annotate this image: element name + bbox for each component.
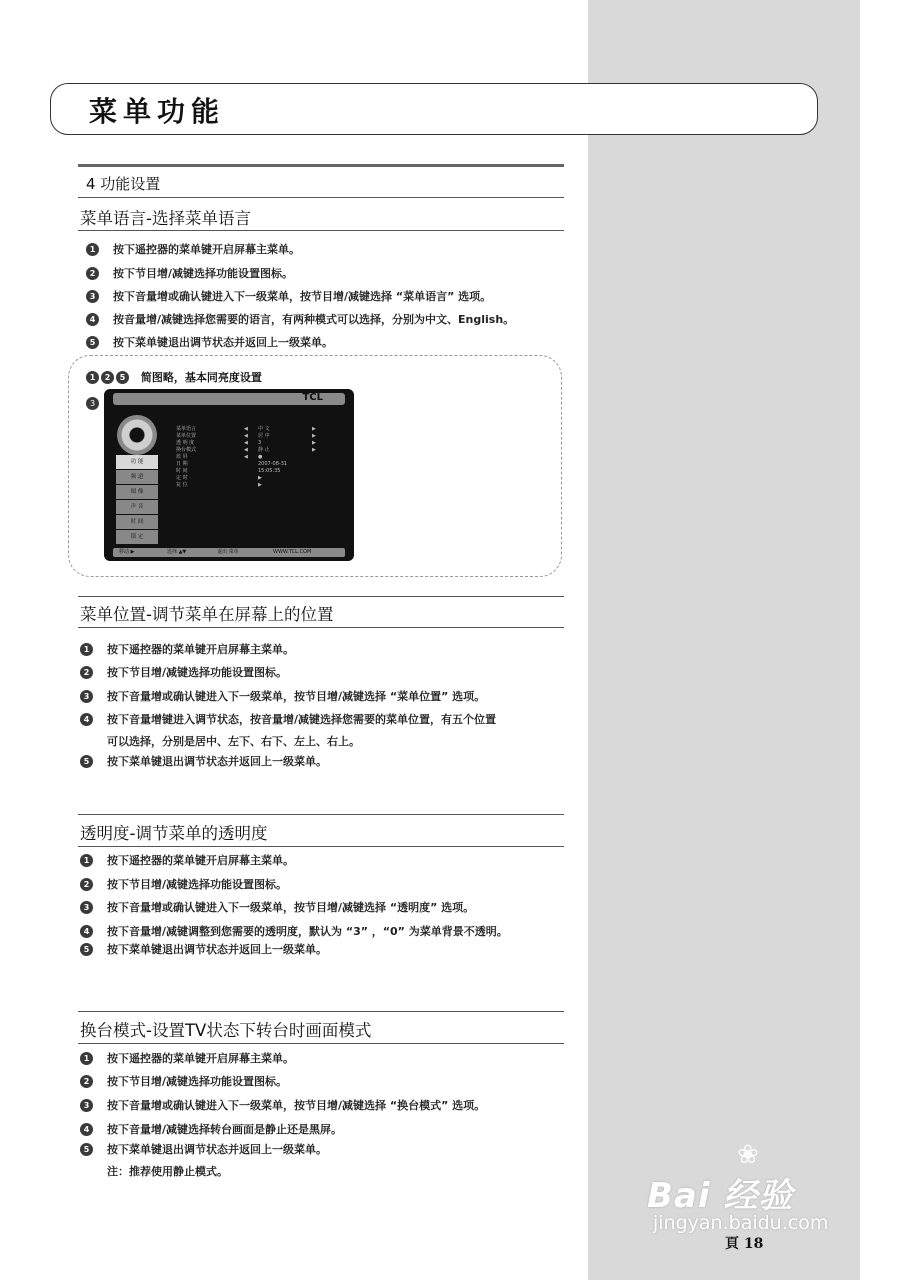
tv-bottom-bar: 移动 ▶ 选择 ▲▼ 退出 菜单 WWW.TCL.COM (113, 548, 345, 557)
tv-menu-rows (176, 426, 336, 489)
table-row: 蓝 屏 ◀ ● (176, 454, 263, 460)
list-item: 4 按下音量增键进入调节状态，按音量增/减键选择您需要的菜单位置，有五个位置 (80, 711, 496, 727)
tcl-logo: TCL (302, 392, 323, 403)
list-item: 5 按下菜单键退出调节状态并返回上一级菜单。 (80, 941, 327, 957)
divider (78, 814, 564, 815)
list-item: 2 按下节目增/减键选择功能设置图标。 (86, 265, 293, 281)
watermark-url: jingyan.baidu.com (653, 1212, 829, 1234)
page-number: 頁 18 (725, 1236, 764, 1252)
list-item: 2 按下节目增/减键选择功能设置图标。 (80, 1073, 287, 1089)
list-item: 5 按下菜单键退出调节状态并返回上一级菜单。 (80, 753, 327, 769)
note: 注：推荐使用静止模式。 (107, 1165, 228, 1178)
reference-note: 1 2 5 简图略，基本同亮度设置 (86, 369, 262, 385)
table-row: 时 间 15:05:35 (176, 468, 281, 474)
section-title-menu-language: 菜单语言-选择菜单语言 (80, 209, 251, 228)
section-title-transparency: 透明度-调节菜单的透明度 (80, 824, 268, 843)
watermark-brand: Bai 经验 (647, 1176, 794, 1216)
tab-time: 时 间 (116, 515, 158, 529)
list-item: 3 按下音量增或确认键进入下一级菜单，按节目增/减键选择 “菜单位置” 选项。 (80, 688, 485, 704)
list-item: 1 按下遥控器的菜单键开启屏幕主菜单。 (80, 852, 294, 868)
tab-picture: 图 像 (116, 485, 158, 499)
chevron-left-icon: ◀ (244, 433, 248, 439)
list-item: 可以选择，分别是居中、左下、右下、左上、右上。 (107, 735, 360, 748)
list-item: 1 按下遥控器的菜单键开启屏幕主菜单。 (80, 1050, 294, 1066)
table-row: 换台模式 ◀ 静 止 ▶ (176, 447, 316, 453)
section-title-menu-position: 菜单位置-调节菜单在屏幕上的位置 (80, 605, 334, 624)
table-row: 菜单语言 ◀ 中 文 ▶ (176, 426, 316, 432)
divider (78, 1043, 564, 1044)
gear-icon (117, 415, 157, 455)
divider (78, 197, 564, 198)
page-title: 菜单功能 (89, 95, 226, 128)
chevron-right-icon: ▶ (312, 433, 316, 439)
chevron-right-icon: ▶ (312, 426, 316, 432)
tv-menu-screenshot (104, 389, 354, 561)
list-item: 4 按下音量增/减键调整到您需要的透明度，默认为 “3” ，“0” 为菜单背景不透明。 (80, 923, 508, 939)
section-title-channel-switch-mode: 换台模式-设置TV状态下转台时画面模式 (80, 1021, 372, 1040)
tab-channel: 频 道 (116, 470, 158, 484)
divider (78, 596, 564, 597)
divider (78, 627, 564, 628)
divider (78, 230, 564, 231)
list-item: 1 按下遥控器的菜单键开启屏幕主菜单。 (86, 241, 300, 257)
tab-lock: 锁 定 (116, 530, 158, 544)
page-title-box (50, 83, 818, 135)
tv-top-bar (113, 393, 345, 405)
list-item: 3 按下音量增或确认键进入下一级菜单，按节目增/减键选择 “透明度” 选项。 (80, 899, 474, 915)
list-item: 3 按下音量增或确认键进入下一级菜单，按节目增/减键选择 “菜单语言” 选项。 (86, 288, 491, 304)
chevron-left-icon: ◀ (244, 426, 248, 432)
list-item: 2 按下节目增/减键选择功能设置图标。 (80, 876, 287, 892)
right-margin (860, 0, 911, 1280)
chevron-right-icon: ▶ (258, 482, 262, 488)
chevron-left-icon: ◀ (244, 454, 248, 460)
paw-icon: ❀ (737, 1140, 759, 1170)
table-row: 定 时 ▶ (176, 475, 262, 481)
reference-step-3: 3 (86, 393, 101, 412)
chevron-right-icon: ▶ (312, 440, 316, 446)
table-row: 菜单位置 ◀ 居 中 ▶ (176, 433, 316, 439)
chevron-left-icon: ◀ (244, 440, 248, 446)
baidu-watermark (645, 1140, 865, 1240)
chevron-right-icon: ▶ (258, 475, 262, 481)
tv-menu-tabs (116, 455, 158, 545)
list-item: 4 按音量增/减键选择您需要的语言，有两种模式可以选择，分别为中文、English。 (86, 311, 514, 327)
table-row: 日 期 2007-08-31 (176, 461, 288, 467)
chevron-left-icon: ◀ (244, 447, 248, 453)
list-item: 3 按下音量增或确认键进入下一级菜单，按节目增/减键选择 “换台模式” 选项。 (80, 1097, 485, 1113)
list-item: 5 按下菜单键退出调节状态并返回上一级菜单。 (86, 334, 333, 350)
divider (78, 164, 564, 167)
list-item: 1 按下遥控器的菜单键开启屏幕主菜单。 (80, 641, 294, 657)
list-item: 5 按下菜单键退出调节状态并返回上一级菜单。 (80, 1141, 327, 1157)
table-row: 透 明 度 ◀ 3 ▶ (176, 440, 316, 446)
tab-sound: 声 音 (116, 500, 158, 514)
chapter-heading: 4 功能设置 (86, 175, 161, 193)
table-row: 复 位 ▶ (176, 482, 262, 488)
tab-function: 功 能 (116, 455, 158, 469)
list-item: 4 按下音量增/减键选择转台画面是静止还是黑屏。 (80, 1121, 342, 1137)
divider (78, 1011, 564, 1012)
side-band (588, 0, 860, 1280)
divider (78, 846, 564, 847)
chevron-right-icon: ▶ (312, 447, 316, 453)
list-item: 2 按下节目增/减键选择功能设置图标。 (80, 664, 287, 680)
